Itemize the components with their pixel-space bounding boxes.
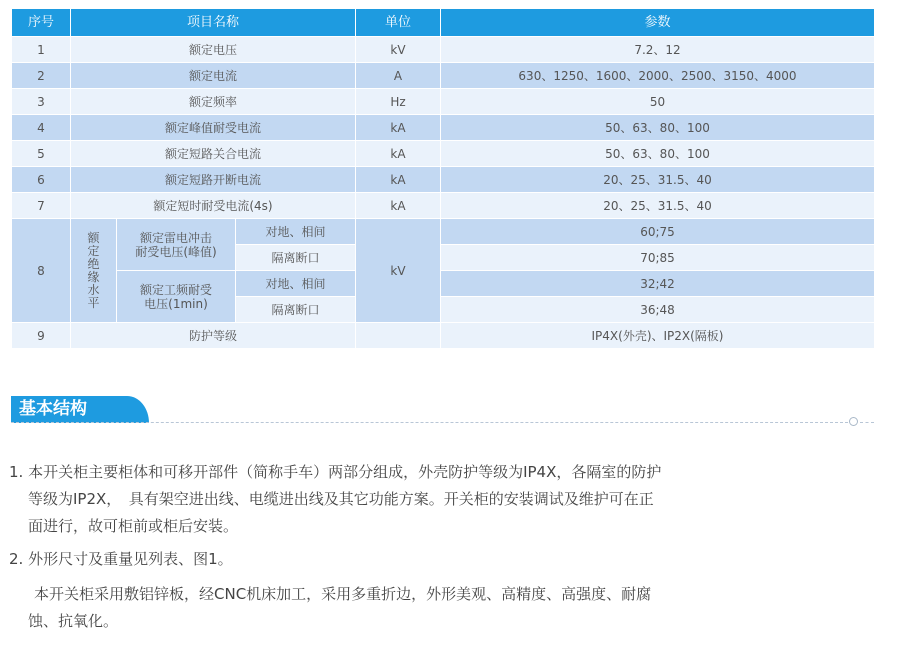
row-unit: kA bbox=[356, 115, 441, 141]
section-header bbox=[11, 396, 874, 428]
section-divider bbox=[11, 422, 848, 423]
header-name: 项目名称 bbox=[71, 9, 356, 37]
row-name: 防护等级 bbox=[71, 323, 356, 349]
row-no: 4 bbox=[12, 115, 71, 141]
insulation-group-label: 额定绝缘水平 bbox=[71, 219, 117, 323]
row-unit: kA bbox=[356, 141, 441, 167]
header-unit: 单位 bbox=[356, 9, 441, 37]
table-row bbox=[12, 193, 875, 219]
table-row bbox=[12, 115, 875, 141]
table-row-insulation bbox=[12, 219, 875, 245]
table-header-row bbox=[12, 9, 875, 37]
row-value: 32;42 bbox=[441, 271, 875, 297]
row-no: 1 bbox=[12, 37, 71, 63]
row-no: 3 bbox=[12, 89, 71, 115]
row-unit: kA bbox=[356, 193, 441, 219]
row-value: 7.2、12 bbox=[441, 37, 875, 63]
paragraph-3 bbox=[9, 581, 869, 635]
power-frequency-label: 额定工频耐受 电压(1min) bbox=[117, 271, 236, 323]
row-value: 20、25、31.5、40 bbox=[441, 167, 875, 193]
header-params: 参数 bbox=[441, 9, 875, 37]
row-value: 70;85 bbox=[441, 245, 875, 271]
row-name: 额定短时耐受电流(4s) bbox=[71, 193, 356, 219]
table-row-insulation bbox=[12, 271, 875, 297]
lightning-impulse-label: 额定雷电冲击 耐受电压(峰值) bbox=[117, 219, 236, 271]
row-value: IP4X(外壳)、IP2X(隔板) bbox=[441, 323, 875, 349]
row-unit bbox=[356, 323, 441, 349]
section-divider-tail bbox=[860, 422, 874, 423]
row-unit: A bbox=[356, 63, 441, 89]
section-title: 基本结构 bbox=[11, 396, 149, 423]
section-body bbox=[9, 459, 869, 641]
row-no: 9 bbox=[12, 323, 71, 349]
row-name: 额定短路关合电流 bbox=[71, 141, 356, 167]
row-no: 5 bbox=[12, 141, 71, 167]
paragraph-3-line-1: 本开关柜采用敷铝锌板，经CNC机床加工，采用多重折边，外形美观、高精度、高强度、耐腐 bbox=[34, 585, 652, 603]
row-value: 50、63、80、100 bbox=[441, 141, 875, 167]
row-value: 50 bbox=[441, 89, 875, 115]
spec-table bbox=[11, 8, 875, 349]
row-unit: kV bbox=[356, 37, 441, 63]
row-name: 额定频率 bbox=[71, 89, 356, 115]
sub-label: 隔离断口 bbox=[236, 245, 356, 271]
table-row bbox=[12, 63, 875, 89]
row-value: 630、1250、1600、2000、2500、3150、4000 bbox=[441, 63, 875, 89]
header-no: 序号 bbox=[12, 9, 71, 37]
row-unit: Hz bbox=[356, 89, 441, 115]
row-name: 额定电压 bbox=[71, 37, 356, 63]
paragraph-1-line-3: 面进行，故可柜前或柜后安装。 bbox=[28, 517, 239, 535]
row-unit: kV bbox=[356, 219, 441, 323]
sub-label: 对地、相间 bbox=[236, 219, 356, 245]
table-row bbox=[12, 37, 875, 63]
row-value: 60;75 bbox=[441, 219, 875, 245]
row-no: 8 bbox=[12, 219, 71, 323]
sub-label: 隔离断口 bbox=[236, 297, 356, 323]
row-value: 50、63、80、100 bbox=[441, 115, 875, 141]
row-name: 额定短路开断电流 bbox=[71, 167, 356, 193]
sub-label: 对地、相间 bbox=[236, 271, 356, 297]
paragraph-1 bbox=[9, 459, 869, 540]
paragraph-1-line-2: 等级为IP2X， 具有架空进出线、电缆进出线及其它功能方案。开关柜的安装调试及维护可在正 bbox=[28, 490, 654, 508]
table-row bbox=[12, 89, 875, 115]
table-row bbox=[12, 323, 875, 349]
paragraph-1-line-1: 1. 本开关柜主要柜体和可移开部件（简称手车）两部分组成，外壳防护等级为IP4X，各隔室的防护 bbox=[9, 463, 662, 481]
paragraph-2: 2. 外形尺寸及重量见列表、图1。 bbox=[9, 550, 233, 568]
row-value: 36;48 bbox=[441, 297, 875, 323]
table-row bbox=[12, 141, 875, 167]
row-no: 7 bbox=[12, 193, 71, 219]
row-no: 2 bbox=[12, 63, 71, 89]
row-value: 20、25、31.5、40 bbox=[441, 193, 875, 219]
row-no: 6 bbox=[12, 167, 71, 193]
row-unit: kA bbox=[356, 167, 441, 193]
row-name: 额定电流 bbox=[71, 63, 356, 89]
table-row bbox=[12, 167, 875, 193]
row-name: 额定峰值耐受电流 bbox=[71, 115, 356, 141]
circle-icon bbox=[849, 417, 858, 426]
paragraph-3-line-2: 蚀、抗氧化。 bbox=[28, 612, 119, 630]
